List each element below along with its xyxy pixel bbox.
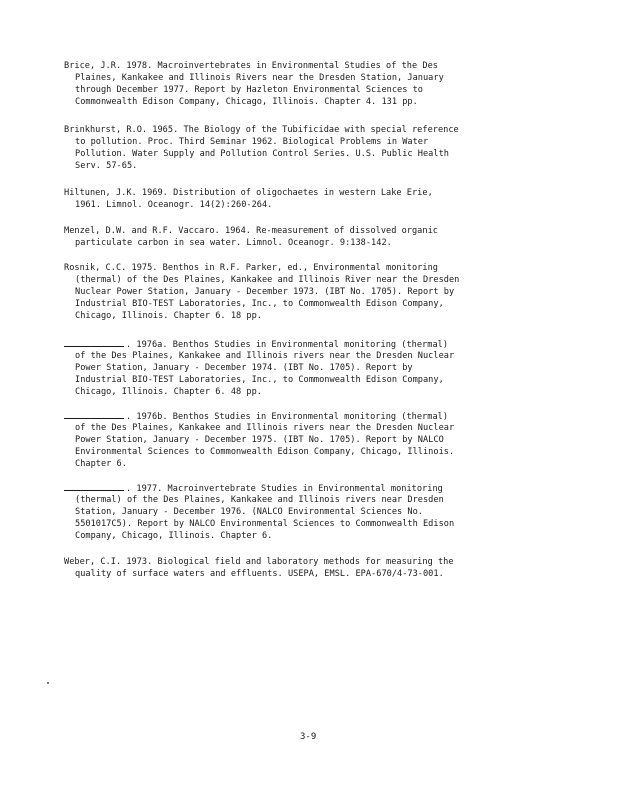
reference-line: through December 1977. Report by Hazleton Environmental Sciences to xyxy=(75,85,423,95)
reference-weber-1973 xyxy=(64,556,564,580)
reference-brice-1978 xyxy=(64,60,564,108)
reference-line: quality of surface waters and effluents. USEPA, EMSL. EPA-670/4-73-001. xyxy=(75,569,444,579)
reference-line: Chicago, Illinois. Chapter 6. 18 pp. xyxy=(75,311,262,321)
reference-line: Chapter 6. xyxy=(75,459,127,469)
reference-line: 1961. Limnol. Oceanogr. 14(2):260-264. xyxy=(75,200,273,210)
reference-line: of the Des Plaines, Kankakee and Illinois rivers near the Dresden Nuclear xyxy=(75,423,455,433)
reference-line: Industrial BIO-TEST Laboratories, Inc., to Commonwealth Edison Company, xyxy=(75,375,444,385)
reference-line-text: . 1976b. Benthos Studies in Environmental monitoring (thermal) xyxy=(126,412,449,422)
reference-line: particulate carbon in sea water. Limnol. Oceanogr. 9:138-142. xyxy=(75,238,392,248)
author-repeat-dash xyxy=(64,482,124,491)
reference-line: 5501017C5). Report by NALCO Environmental Sciences to Commonwealth Edison xyxy=(75,519,455,529)
reference-line: to pollution. Proc. Third Seminar 1962. Biological Problems in Water xyxy=(75,137,429,147)
reference-line: Menzel, D.W. and R.F. Vaccaro. 1964. Re-measurement of dissolved organic xyxy=(64,226,438,236)
reference-line: Rosnik, C.C. 1975. Benthos in R.F. Parker, ed., Environmental monitoring xyxy=(64,263,438,273)
reference-line: of the Des Plaines, Kankakee and Illinois rivers near the Dresden Nuclear xyxy=(75,351,455,361)
reference-menzel-1964 xyxy=(64,225,564,249)
reference-rosnik-1975 xyxy=(64,262,564,322)
reference-line: Power Station, January - December 1974. (IBT No. 1705). Report by xyxy=(75,363,413,373)
reference-line: Hiltunen, J.K. 1969. Distribution of oligochaetes in western Lake Erie, xyxy=(64,188,433,198)
reference-rosnik-1976b xyxy=(64,410,564,470)
reference-brinkhurst-1965 xyxy=(64,124,564,172)
reference-rosnik-1977 xyxy=(64,482,564,542)
reference-line: Weber, C.I. 1973. Biological field and laboratory methods for measuring the xyxy=(64,557,454,567)
reference-line: Environmental Sciences to Commonwealth Edison Company, Chicago, Illinois. xyxy=(75,447,455,457)
scan-speck xyxy=(47,682,49,684)
reference-line: (thermal) of the Des Plaines, Kankakee and Illinois rivers near Dresden xyxy=(75,495,444,505)
reference-line: Company, Chicago, Illinois. Chapter 6. xyxy=(75,531,273,541)
reference-line: Serv. 57-65. xyxy=(75,161,138,171)
reference-line: Commonwealth Edison Company, Chicago, Illinois. Chapter 4. 131 pp. xyxy=(75,97,418,107)
reference-line: Brinkhurst, R.O. 1965. The Biology of the Tubificidae with special reference xyxy=(64,125,459,135)
reference-line-text: . 1977. Macroinvertebrate Studies in Environmental monitoring xyxy=(126,484,443,494)
reference-line: Chicago, Illinois. Chapter 6. 48 pp. xyxy=(75,387,262,397)
reference-line xyxy=(64,482,564,494)
reference-line: Nuclear Power Station, January - December 1973. (IBT No. 1705). Report by xyxy=(75,287,455,297)
reference-line: Pollution. Water Supply and Pollution Control Series. U.S. Public Health xyxy=(75,149,449,159)
author-repeat-dash xyxy=(64,338,124,347)
reference-line: Plaines, Kankakee and Illinois Rivers near the Dresden Station, January xyxy=(75,73,444,83)
page-number: 3-9 xyxy=(300,732,317,742)
author-repeat-dash xyxy=(64,410,124,419)
reference-line xyxy=(64,338,564,350)
reference-line: Industrial BIO-TEST Laboratories, Inc., to Commonwealth Edison Company, xyxy=(75,299,444,309)
reference-line: (thermal) of the Des Plaines, Kankakee and Illinois River near the Dresden xyxy=(75,275,460,285)
reference-rosnik-1976a xyxy=(64,338,564,398)
reference-line: Power Station, January - December 1975. (IBT No. 1705). Report by NALCO xyxy=(75,435,444,445)
reference-hiltunen-1969 xyxy=(64,187,564,211)
reference-line xyxy=(64,410,564,422)
reference-line: Brice, J.R. 1978. Macroinvertebrates in Environmental Studies of the Des xyxy=(64,61,438,71)
reference-line: Station, January - December 1976. (NALCO Environmental Sciences No. xyxy=(75,507,423,517)
reference-line-text: . 1976a. Benthos Studies in Environmental monitoring (thermal) xyxy=(126,340,449,350)
